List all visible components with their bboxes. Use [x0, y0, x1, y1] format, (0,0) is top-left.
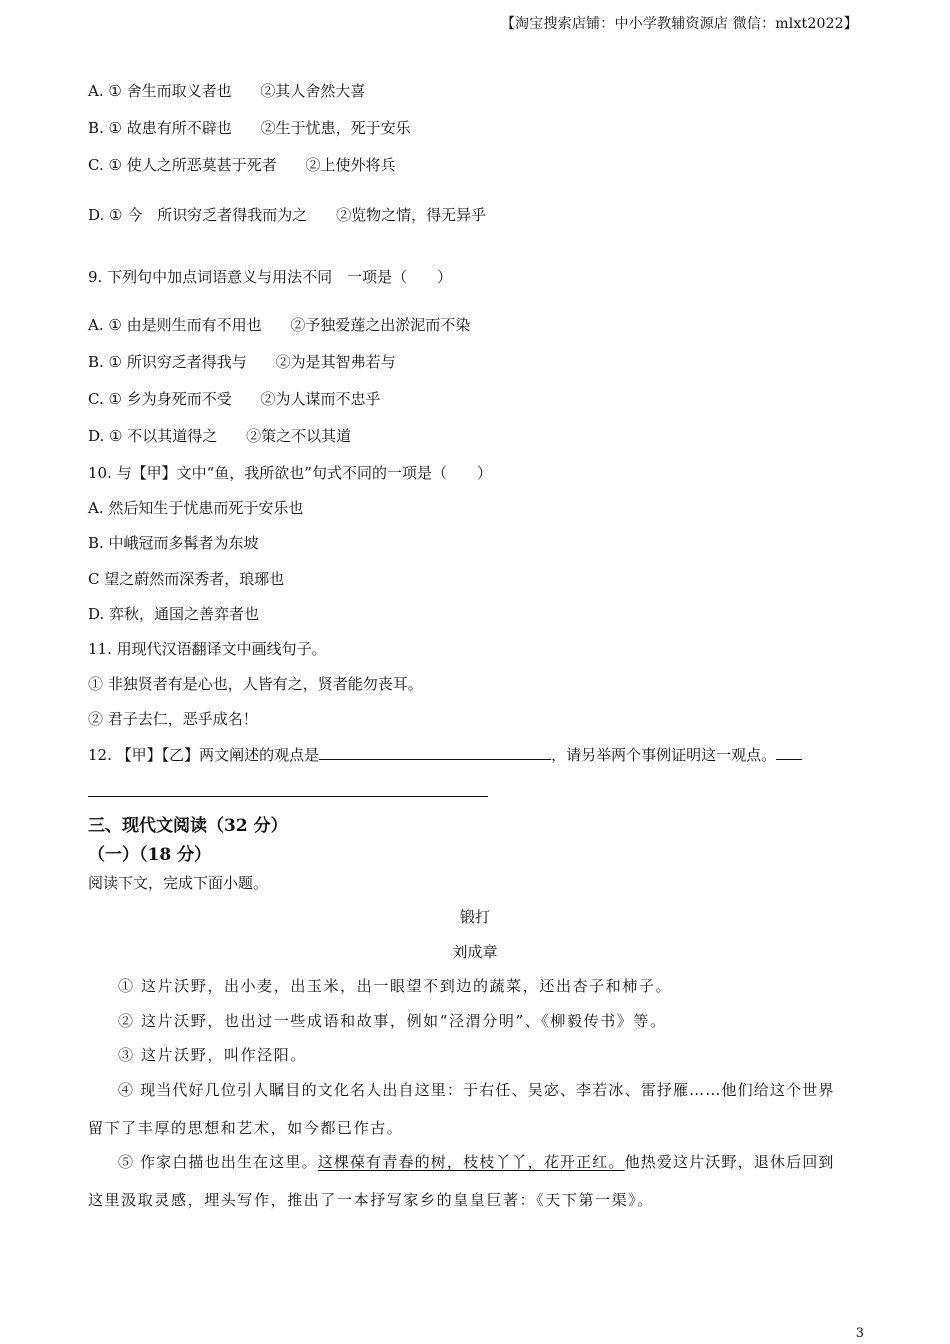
option-text-1: 乡为身死而不受 — [126, 390, 232, 408]
option-label: D. ① — [88, 206, 123, 224]
option-label: A. ① — [88, 82, 122, 100]
q9-option-d — [88, 426, 351, 446]
option-text-1: 所识穷乏者得我与 — [126, 353, 247, 371]
option-text-1: 由是则生而有不用也 — [126, 316, 262, 334]
paragraph-5-line-2: 这里汲取灵感，埋头写作，推出了一本抒写家乡的皇皇巨著：《天下第一渠》。 — [88, 1191, 655, 1209]
option-label: C. ① — [88, 390, 122, 408]
q10-option-a: A. 然后知生于忧患而死于安乐也 — [88, 499, 304, 517]
paragraph-5-line-1 — [118, 1152, 835, 1172]
option-text-2: ②为是其智弗若与 — [275, 353, 396, 371]
option-text-1: 不以其道得之 — [127, 427, 218, 445]
paragraph-1: ① 这片沃野，出小麦，出玉米，出一眼望不到边的蔬菜，还出杏子和柿子。 — [118, 977, 673, 995]
option-label: B. ① — [88, 119, 123, 137]
option-text-2: ②为人谋而不忠乎 — [260, 390, 381, 408]
q11-stem: 11. 用现代汉语翻译文中画线句子。 — [88, 640, 327, 658]
article-author: 刘成章 — [452, 943, 498, 961]
paragraph-3: ③ 这片沃野，叫作泾阳。 — [118, 1046, 307, 1064]
q10-stem: 10. 与【甲】文中“鱼，我所欲也”句式不同的一项是（ ） — [88, 464, 492, 482]
instruction: 阅读下文，完成下面小题。 — [88, 874, 269, 892]
q10-option-d: D. 弈秋，通国之善弈者也 — [88, 605, 260, 623]
q8-option-c — [88, 155, 396, 175]
option-text-1: 今 所识穷乏者得我而为之 — [127, 206, 308, 224]
option-text-2: ②策之不以其道 — [246, 427, 352, 445]
paragraph-2: ② 这片沃野，也出过一些成语和故事，例如“泾渭分明”、《柳毅传书》等。 — [118, 1012, 667, 1030]
q10-option-b: B. 中峨冠而多髯者为东坡 — [88, 534, 259, 552]
option-text-2: ②其人舍然大喜 — [260, 82, 366, 100]
q8-option-b — [88, 118, 411, 138]
q9-stem: 9. 下列句中加点词语意义与用法不同 一项是（ ） — [88, 268, 453, 286]
q12-stem — [88, 744, 802, 765]
q9-option-b — [88, 352, 396, 372]
q12-stem-part-2: ，请另举两个事例证明这一观点。 — [551, 746, 777, 764]
option-label: D. ① — [88, 427, 123, 445]
q11-item-2: ② 君子去仁，恶乎成名！ — [88, 710, 258, 728]
answer-line[interactable] — [88, 796, 488, 797]
option-text-2: ②览物之情，得无异乎 — [336, 206, 487, 224]
q12-stem-part-1: 12. 【甲】【乙】两文阐述的观点是 — [88, 746, 320, 764]
option-text-2: ②生于忧患，死于安乐 — [260, 119, 411, 137]
underlined-sentence: 这棵葆有青春的树，枝枝丫丫，花开正红。 — [317, 1153, 625, 1171]
option-label: B. ① — [88, 353, 123, 371]
option-text-2: ②予独爱莲之出淤泥而不染 — [290, 316, 471, 334]
paragraph-5-text: ⑤ 作家白描也出生在这里。 — [118, 1153, 318, 1171]
section-title: 三、现代文阅读（32 分） — [88, 816, 288, 836]
q11-item-1: ① 非独贤者有是心也，人皆有之，贤者能勿丧耳。 — [88, 675, 423, 693]
paragraph-4-line-2: 留下了丰厚的思想和艺术，如今都已作古。 — [88, 1119, 404, 1137]
paragraph-5-text: 他热爱这片沃野，退休后回到 — [624, 1153, 835, 1171]
q8-option-d — [88, 205, 486, 225]
q8-option-a — [88, 81, 365, 101]
paragraph-4-line-1: ④ 现当代好几位引人瞩目的文化名人出自这里：于右任、吴宓、李若冰、雷抒雁……他们给这个世界 — [118, 1081, 835, 1099]
option-label: A. ① — [88, 316, 122, 334]
answer-blank[interactable] — [319, 744, 551, 760]
subsection-title: （一）（18 分） — [88, 845, 212, 865]
option-text-2: ②上使外将兵 — [305, 156, 396, 174]
answer-blank[interactable] — [776, 744, 802, 760]
page-header: 【淘宝搜索店铺：中小学教辅资源店 微信：mlxt2022】 — [500, 16, 858, 32]
option-label: C. ① — [88, 156, 122, 174]
q9-option-a — [88, 315, 470, 335]
option-text-1: 使人之所恶莫甚于死者 — [126, 156, 277, 174]
article-title: 锻打 — [459, 908, 490, 926]
option-text-1: 故患有所不辟也 — [126, 119, 232, 137]
q10-option-c: C 望之蔚然而深秀者，琅琊也 — [88, 570, 285, 588]
option-text-1: 舍生而取义者也 — [126, 82, 232, 100]
q9-option-c — [88, 389, 381, 409]
page-number: 3 — [855, 1326, 864, 1341]
